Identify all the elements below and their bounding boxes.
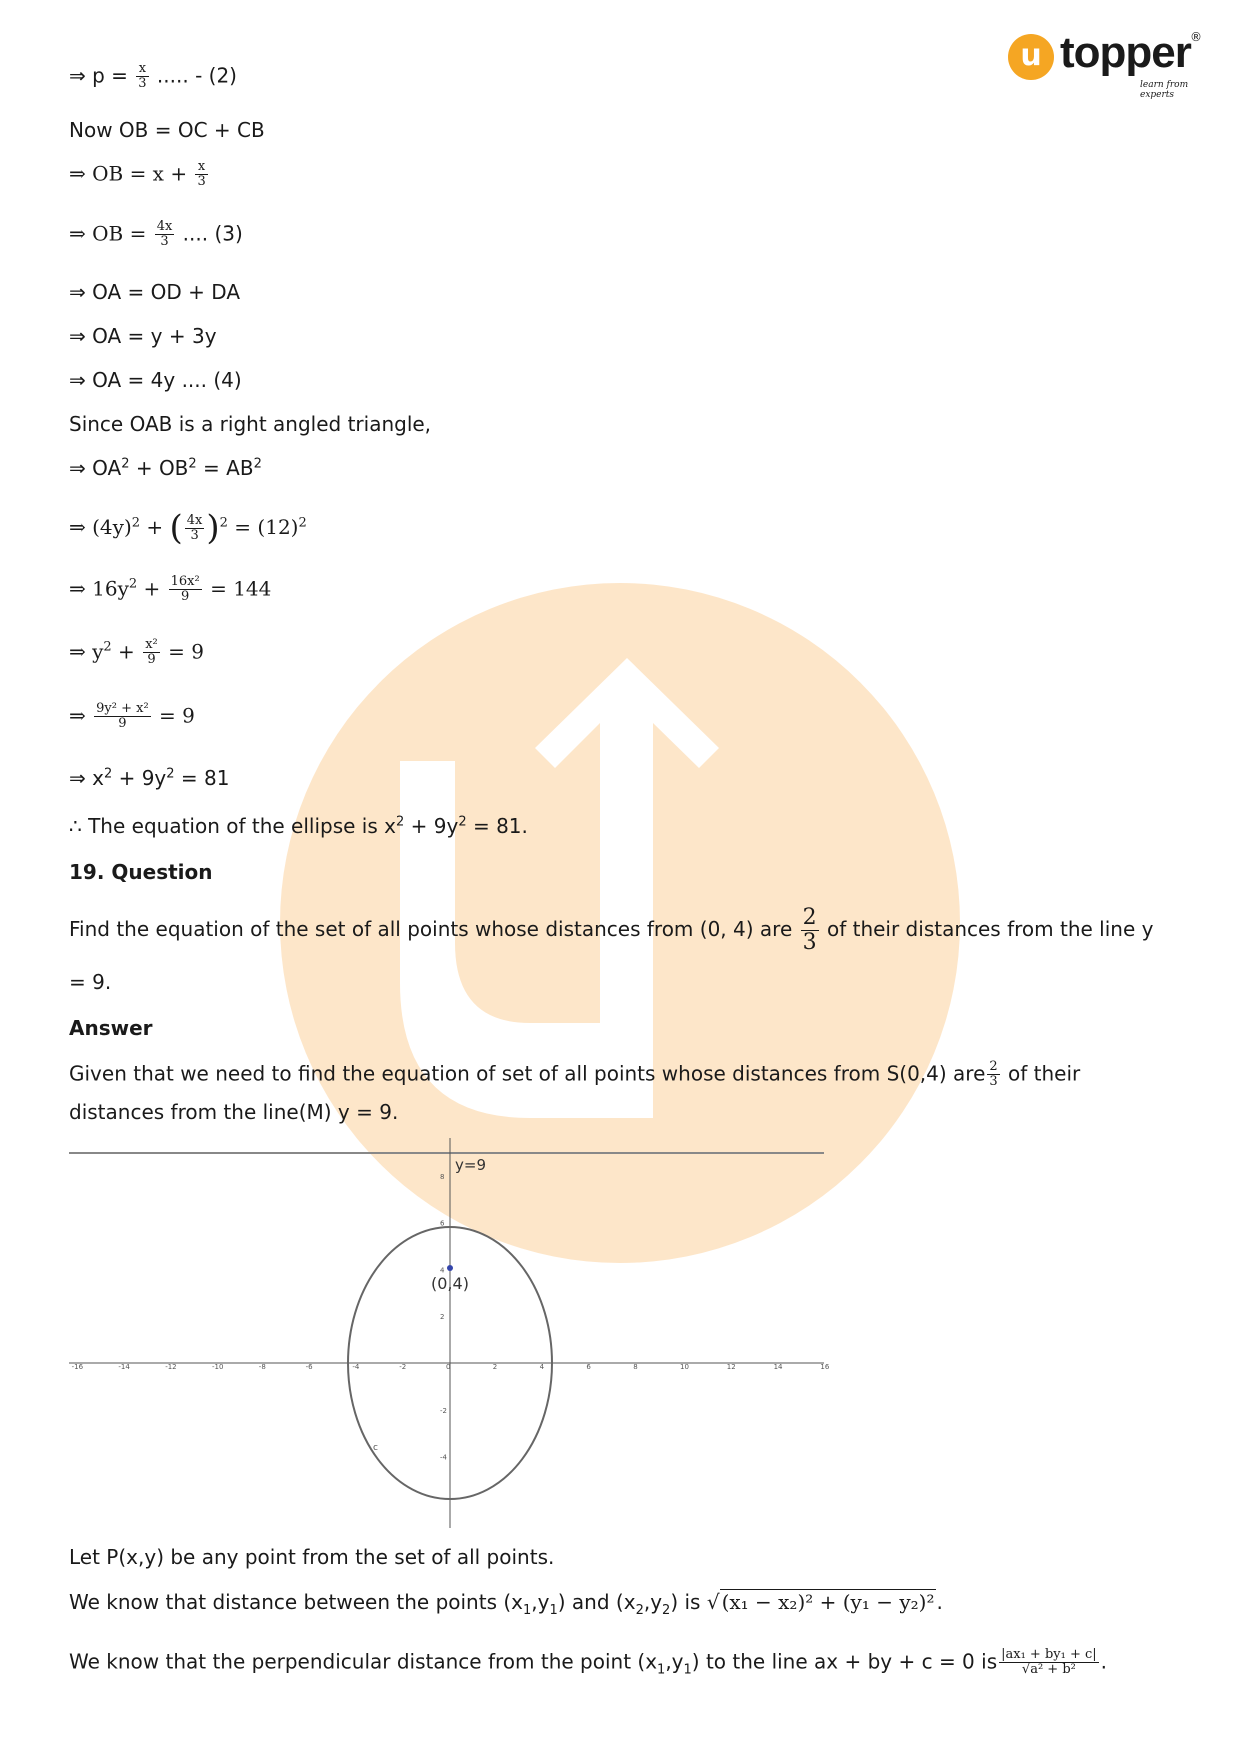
question-text-cont: = 9. bbox=[69, 970, 112, 994]
x-tick-label: 12 bbox=[726, 1363, 736, 1371]
y-tick-label: -2 bbox=[440, 1406, 447, 1415]
equation-line: ⇒ OA = OD + DA bbox=[69, 280, 241, 304]
x-tick-label: 0 bbox=[446, 1363, 451, 1371]
x-tick-label: -4 bbox=[352, 1363, 360, 1371]
answer-heading: Answer bbox=[69, 1016, 153, 1040]
x-tick-label: -2 bbox=[399, 1363, 407, 1371]
x-tick-label: -10 bbox=[212, 1363, 224, 1371]
equation-line: ⇒ OB = $\frac{4x}{3}$ .... (3) bbox=[69, 219, 243, 250]
y-tick-label: 6 bbox=[440, 1219, 445, 1228]
y-tick-labels bbox=[440, 1172, 451, 1462]
question-text: Find the equation of the set of all points whose distances from (0, 4) are $\frac{2}{3}$ of their distances from the line y bbox=[69, 905, 1154, 956]
y-tick-label: 2 bbox=[440, 1313, 445, 1322]
y-tick-label: 8 bbox=[440, 1172, 445, 1181]
equation-line: ⇒ $\frac{\text{9y² + x²}}{9}$ = 9 bbox=[69, 701, 195, 732]
line-label: y=9 bbox=[455, 1156, 486, 1174]
logo-text: topper bbox=[1060, 28, 1191, 77]
equation-line: ⇒ $OA^2 + OB^2 = AB^2$ bbox=[69, 456, 262, 480]
question-heading: 19. Question bbox=[69, 860, 213, 884]
equation-line: ⇒ $16y^2$ + $\frac{\text{16x²}}{9}$ = 144 bbox=[69, 574, 272, 605]
equation-line: ⇒ OB = x + $\frac{x}{3}$ bbox=[69, 159, 206, 190]
y-tick-label: 4 bbox=[440, 1266, 445, 1275]
equation-line: ⇒ $x^2 + 9y^2 = 81$ bbox=[69, 766, 230, 790]
equation-line: ⇒ $(4y)^2$ + ( $\frac{4x}{3}$ )$^2 = (12)^2$ bbox=[69, 508, 307, 548]
x-tick-label: 14 bbox=[773, 1363, 783, 1371]
ellipse-graph bbox=[69, 1138, 829, 1528]
x-tick-label: -14 bbox=[118, 1363, 130, 1371]
x-tick-label: -12 bbox=[165, 1363, 177, 1371]
equation-line: ⇒ OA = 4y .... (4) bbox=[69, 368, 242, 392]
x-tick-label: -8 bbox=[258, 1363, 266, 1371]
x-tick-label: 8 bbox=[633, 1363, 638, 1371]
paragraph: We know that distance between the points $(x_1,y_1)$ and $(x_2,y_2)$ is √ (x₁ − x₂)² + (y₁ − y₂)² . bbox=[69, 1590, 943, 1618]
focus-point bbox=[447, 1265, 453, 1271]
topper-logo bbox=[1008, 30, 1208, 100]
x-tick-label: 16 bbox=[820, 1363, 829, 1371]
paragraph: Let P(x,y) be any point from the set of all points. bbox=[69, 1545, 555, 1569]
equation-line: ⇒ p = $\frac{x}{3}$ ..... - (2) bbox=[69, 61, 237, 92]
answer-text: Given that we need to find the equation of set of all points whose distances from S(0,4) are $\frac{2}{3}$ of their bbox=[69, 1059, 1081, 1090]
equation-line: Now OB = OC + CB bbox=[69, 118, 265, 142]
x-tick-label: 10 bbox=[680, 1363, 689, 1371]
registered-mark: ® bbox=[1190, 30, 1202, 44]
logo-mark: u bbox=[1008, 34, 1054, 80]
point-label: (0,4) bbox=[431, 1274, 469, 1293]
x-tick-label: 6 bbox=[586, 1363, 591, 1371]
equation-line: ⇒ OA = y + 3y bbox=[69, 324, 217, 348]
equation-line: Since OAB is a right angled triangle, bbox=[69, 412, 432, 436]
paragraph: We know that the perpendicular distance from the point $(x_1,y_1)$ to the line ax + by + c = 0 is $\frac{\text{|ax₁ + by₁ + c|}}{\text{√a² + b²}}$ . bbox=[69, 1647, 1108, 1678]
y-tick-label: -4 bbox=[440, 1453, 447, 1462]
curve-label: c bbox=[373, 1443, 378, 1453]
x-tick-labels bbox=[72, 1363, 829, 1371]
answer-text-cont: distances from the line(M) y = 9. bbox=[69, 1100, 399, 1124]
x-tick-label: 2 bbox=[492, 1363, 498, 1371]
conclusion-line: ∴ The equation of the ellipse is $x^2 + 9y^2 = 81$. bbox=[69, 814, 528, 838]
logo-tagline: learn from experts bbox=[1140, 80, 1189, 100]
x-tick-label: -6 bbox=[305, 1363, 313, 1371]
equation-line: ⇒ $y^2$ + $\frac{\text{x²}}{9}$ = 9 bbox=[69, 637, 204, 668]
x-tick-label: 4 bbox=[539, 1363, 545, 1371]
x-tick-label: -16 bbox=[71, 1363, 84, 1371]
